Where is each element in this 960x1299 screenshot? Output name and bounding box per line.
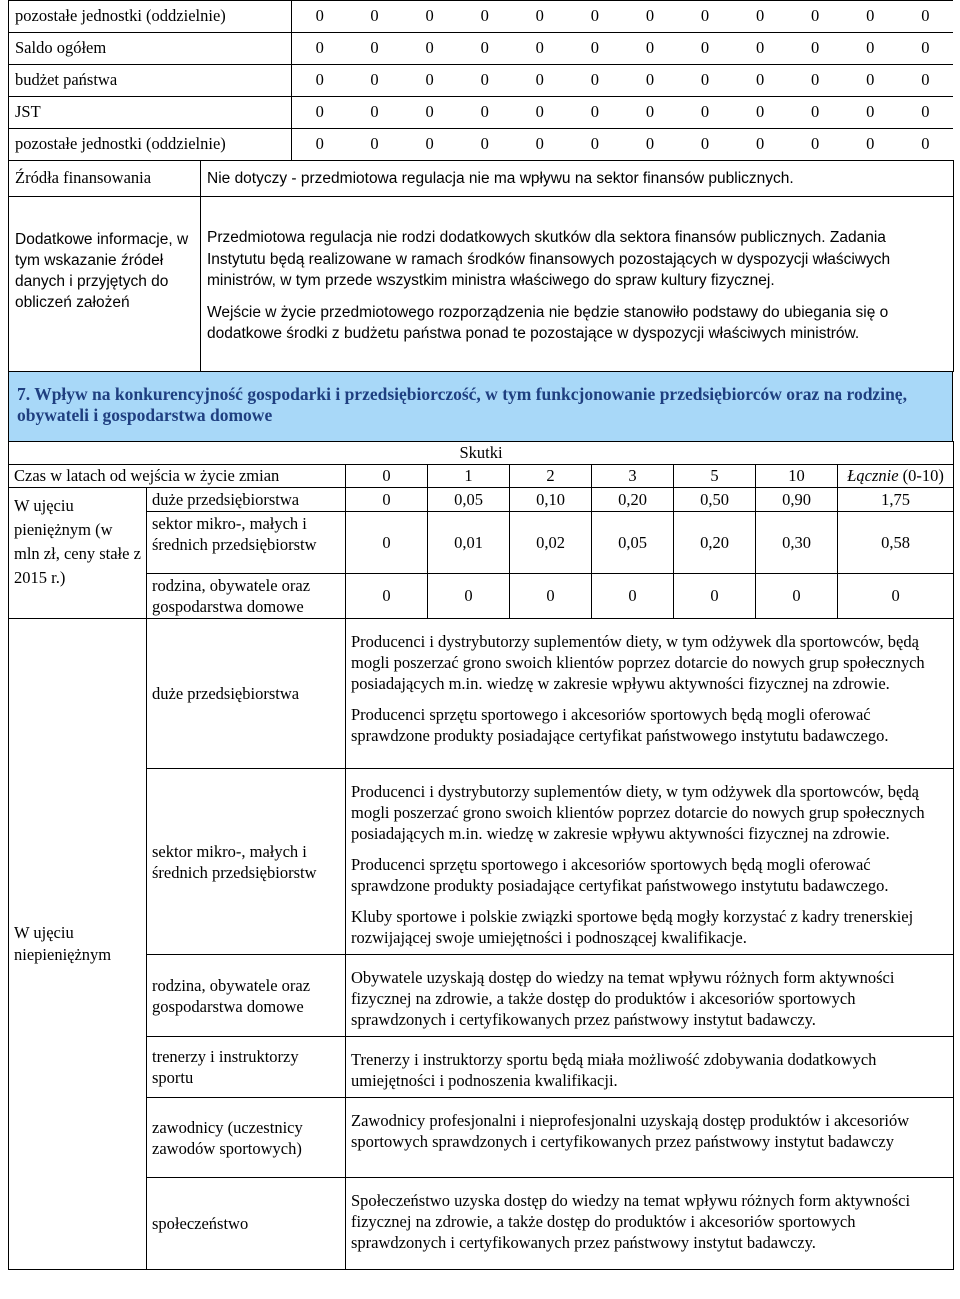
effects-header: Skutki xyxy=(9,442,954,465)
finance-value-cell: 0 xyxy=(677,33,732,65)
monetary-value-cell: 0 xyxy=(838,574,954,619)
nonmonetary-paragraph: Producenci i dystrybutorzy suplementów diety, w tym odżywek dla sportowców, będą mogli poszerzać grono swoich klientów poprzez dotarcie do nowych grup społecznych posiadających m.in. wiedzę w zakresie wpływu aktywności fizycznej na zdrowie. xyxy=(351,632,925,693)
monetary-value-cell: 0 xyxy=(346,574,428,619)
finance-value-cell: 0 xyxy=(347,65,402,97)
finance-value-cell: 0 xyxy=(898,97,953,129)
monetary-value-cell: 0,05 xyxy=(428,488,510,512)
monetary-value-cell: 0,90 xyxy=(756,488,838,512)
nonmonetary-row-label: zawodnicy (uczestnicy zawodów sportowych) xyxy=(147,1098,346,1178)
finance-value-cell: 0 xyxy=(898,33,953,65)
finance-value-cell: 0 xyxy=(457,33,512,65)
finance-row xyxy=(9,1,954,33)
finance-value-cell: 0 xyxy=(733,97,788,129)
nonmonetary-paragraph: Trenerzy i instruktorzy sportu będą miała możliwość zdobywania dodatkowych umiejętności i podnoszenia kwalifikacji. xyxy=(351,1050,877,1090)
sources-label: Źródła finansowania xyxy=(9,161,201,197)
nonmonetary-row-label: trenerzy i instruktorzy sportu xyxy=(147,1037,346,1098)
finance-value-cell: 0 xyxy=(567,97,622,129)
nonmonetary-description xyxy=(346,1098,954,1178)
nonmonetary-paragraph: Kluby sportowe i polskie związki sportowe będą mogły korzystać z kadry trenerskiej rozwijającej swoje umiejętności i podnoszącej kwalifikacje. xyxy=(351,907,914,947)
monetary-value-cell: 0 xyxy=(428,574,510,619)
finance-table xyxy=(8,0,953,161)
sources-text: Nie dotyczy - przedmiotowa regulacja nie ma wpływu na sektor finansów publicznych. xyxy=(201,161,954,197)
monetary-group-label: W ujęciu pieniężnym (w mln zł, ceny stałe z 2015 r.) xyxy=(9,488,147,619)
finance-value-cell: 0 xyxy=(402,65,457,97)
finance-value-cell: 0 xyxy=(567,65,622,97)
nonmonetary-description xyxy=(346,955,954,1037)
nonmonetary-paragraph: Społeczeństwo uzyska dostęp do wiedzy na temat wpływu różnych form aktywności fizycznej na zdrowie, a także dostęp do produktów i akcesoriów sportowych sprawdzonych i certyfikowanych przez państwowy instytut badawczy. xyxy=(351,1191,911,1252)
total-label-italic: Łącznie xyxy=(847,466,899,485)
nonmonetary-row xyxy=(9,769,954,955)
nonmonetary-description xyxy=(346,619,954,769)
monetary-row xyxy=(9,574,954,619)
finance-value-cell: 0 xyxy=(898,65,953,97)
nonmonetary-row xyxy=(9,955,954,1037)
monetary-value-cell: 0 xyxy=(674,574,756,619)
finance-value-cell: 0 xyxy=(402,97,457,129)
monetary-row-label: sektor mikro-, małych i średnich przedsiębiorstw xyxy=(147,512,346,574)
finance-value-cell: 0 xyxy=(347,1,402,33)
finance-value-cell: 0 xyxy=(512,97,567,129)
finance-value-cell: 0 xyxy=(567,129,622,161)
finance-value-cell: 0 xyxy=(292,129,347,161)
finance-value-cell: 0 xyxy=(898,129,953,161)
finance-value-cell: 0 xyxy=(622,97,677,129)
finance-value-cell: 0 xyxy=(677,65,732,97)
years-row xyxy=(9,465,954,488)
monetary-row xyxy=(9,488,954,512)
finance-value-cell: 0 xyxy=(843,97,898,129)
monetary-row-label: rodzina, obywatele oraz gospodarstwa domowe xyxy=(147,574,346,619)
finance-value-cell: 0 xyxy=(843,129,898,161)
finance-value-cell: 0 xyxy=(457,97,512,129)
finance-value-cell: 0 xyxy=(622,129,677,161)
finance-value-cell: 0 xyxy=(788,97,843,129)
monetary-value-cell: 0 xyxy=(592,574,674,619)
finance-row-label: pozostałe jednostki (oddzielnie) xyxy=(9,129,292,161)
finance-value-cell: 0 xyxy=(292,1,347,33)
finance-row xyxy=(9,33,954,65)
document-page xyxy=(8,0,953,1270)
finance-value-cell: 0 xyxy=(622,1,677,33)
monetary-value-cell: 0,05 xyxy=(592,512,674,574)
finance-value-cell: 0 xyxy=(788,33,843,65)
finance-row xyxy=(9,97,954,129)
finance-value-cell: 0 xyxy=(347,33,402,65)
time-label: Czas w latach od wejścia w życie zmian xyxy=(9,465,346,488)
finance-row-label: Saldo ogółem xyxy=(9,33,292,65)
finance-value-cell: 0 xyxy=(512,1,567,33)
finance-value-cell: 0 xyxy=(567,1,622,33)
nonmonetary-paragraph: Obywatele uzyskają dostęp do wiedzy na temat wpływu różnych form aktywności fizycznej na zdrowie, a także dostęp do produktów i akcesoriów sportowych sprawdzonych i certyfikowanych przez państwowy instytut badawczy. xyxy=(351,968,895,1029)
effects-table xyxy=(8,441,954,1270)
finance-value-cell: 0 xyxy=(292,65,347,97)
finance-value-cell: 0 xyxy=(733,65,788,97)
monetary-row xyxy=(9,512,954,574)
additional-info-paragraph: Przedmiotowa regulacja nie rodzi dodatkowych skutków dla sektora finansów publicznych. Zadania Instytutu będą realizowane w ramach środków finansowych pozostających w dyspozycji właściwych ministrów, w tym przede wszystkim ministra właściwego do spraw kultury fizycznej. xyxy=(207,229,891,289)
nonmonetary-row-label: sektor mikro-, małych i średnich przedsiębiorstw xyxy=(147,769,346,955)
nonmonetary-row-label: rodzina, obywatele oraz gospodarstwa domowe xyxy=(147,955,346,1037)
monetary-value-cell: 0,20 xyxy=(592,488,674,512)
nonmonetary-paragraph: Producenci sprzętu sportowego i akcesoriów sportowych będą mogli oferować sprawdzone produkty posiadające certyfikat państwowego instytutu badawczego. xyxy=(351,855,889,895)
finance-value-cell: 0 xyxy=(512,33,567,65)
year-cell: 1 xyxy=(428,465,510,488)
finance-value-cell: 0 xyxy=(512,129,567,161)
monetary-value-cell: 0,01 xyxy=(428,512,510,574)
finance-value-cell: 0 xyxy=(677,97,732,129)
finance-value-cell: 0 xyxy=(622,65,677,97)
monetary-value-cell: 0,30 xyxy=(756,512,838,574)
monetary-value-cell: 0,50 xyxy=(674,488,756,512)
finance-value-cell: 0 xyxy=(733,33,788,65)
info-table xyxy=(8,160,954,372)
finance-row xyxy=(9,129,954,161)
monetary-value-cell: 0 xyxy=(756,574,838,619)
nonmonetary-description xyxy=(346,769,954,955)
monetary-value-cell: 0 xyxy=(346,512,428,574)
nonmonetary-paragraph: Producenci i dystrybutorzy suplementów diety, w tym odżywek dla sportowców, będą mogli poszerzać grono swoich klientów poprzez dotarcie do nowych grup społecznych posiadających m.in. wiedzę w zakresie wpływu aktywności fizycznej na zdrowie. xyxy=(351,782,925,843)
monetary-value-cell: 0,02 xyxy=(510,512,592,574)
finance-value-cell: 0 xyxy=(898,1,953,33)
total-label xyxy=(838,465,954,488)
additional-info-label: Dodatkowe informacje, w tym wskazanie źródeł danych i przyjętych do obliczeń założeń xyxy=(9,197,201,372)
finance-value-cell: 0 xyxy=(402,33,457,65)
additional-info-paragraph: Wejście w życie przedmiotowego rozporządzenia nie będzie stanowiło podstawy do ubiegania się o dodatkowe środki z budżetu państwa ponad te pozostające w dyspozycji właściwych ministrów. xyxy=(207,303,889,342)
monetary-value-cell: 0,20 xyxy=(674,512,756,574)
monetary-value-cell: 0 xyxy=(346,488,428,512)
finance-value-cell: 0 xyxy=(347,129,402,161)
finance-value-cell: 0 xyxy=(457,129,512,161)
finance-value-cell: 0 xyxy=(402,1,457,33)
nonmonetary-row-label: społeczeństwo xyxy=(147,1178,346,1270)
monetary-value-cell: 0 xyxy=(510,574,592,619)
total-label-range: (0-10) xyxy=(898,466,944,485)
nonmonetary-row xyxy=(9,1098,954,1178)
nonmonetary-row xyxy=(9,619,954,769)
nonmonetary-row xyxy=(9,1178,954,1270)
finance-value-cell: 0 xyxy=(843,65,898,97)
nonmonetary-paragraph: Producenci sprzętu sportowego i akcesoriów sportowych będą mogli oferować sprawdzone produkty posiadające certyfikat państwowego instytutu badawczego. xyxy=(351,705,889,745)
monetary-value-cell: 1,75 xyxy=(838,488,954,512)
finance-value-cell: 0 xyxy=(622,33,677,65)
finance-row-label: pozostałe jednostki (oddzielnie) xyxy=(9,1,292,33)
finance-value-cell: 0 xyxy=(457,1,512,33)
year-cell: 2 xyxy=(510,465,592,488)
finance-row xyxy=(9,65,954,97)
nonmonetary-paragraph: Zawodnicy profesjonalni i nieprofesjonalni uzyskają dostęp produktów i akcesoriów sportowych sprawdzonych i certyfikowanych przez państwowy instytut badawczy xyxy=(351,1111,910,1151)
nonmonetary-description xyxy=(346,1178,954,1270)
finance-value-cell: 0 xyxy=(567,33,622,65)
section-title: Wpływ na konkurencyjność gospodarki i przedsiębiorczość, w tym funkcjonowanie przedsiębiorców oraz na rodzinę, obywateli i gospodarstwa domowe xyxy=(17,384,907,425)
year-cell: 0 xyxy=(346,465,428,488)
section-7-table xyxy=(8,371,953,442)
year-cell: 5 xyxy=(674,465,756,488)
nonmonetary-group-label: W ujęciu niepieniężnym xyxy=(9,619,147,1270)
finance-value-cell: 0 xyxy=(292,33,347,65)
monetary-row-label: duże przedsiębiorstwa xyxy=(147,488,346,512)
monetary-value-cell: 0,10 xyxy=(510,488,592,512)
finance-value-cell: 0 xyxy=(788,1,843,33)
finance-row-label: budżet państwa xyxy=(9,65,292,97)
finance-value-cell: 0 xyxy=(843,1,898,33)
finance-value-cell: 0 xyxy=(788,129,843,161)
finance-value-cell: 0 xyxy=(402,129,457,161)
finance-value-cell: 0 xyxy=(733,129,788,161)
monetary-value-cell: 0,58 xyxy=(838,512,954,574)
finance-value-cell: 0 xyxy=(843,33,898,65)
section-number: 7. xyxy=(17,384,31,404)
finance-value-cell: 0 xyxy=(733,1,788,33)
finance-value-cell: 0 xyxy=(677,1,732,33)
finance-value-cell: 0 xyxy=(788,65,843,97)
section-7-header xyxy=(9,372,953,442)
nonmonetary-description xyxy=(346,1037,954,1098)
finance-row-label: JST xyxy=(9,97,292,129)
finance-value-cell: 0 xyxy=(292,97,347,129)
nonmonetary-row-label: duże przedsiębiorstwa xyxy=(147,619,346,769)
finance-value-cell: 0 xyxy=(512,65,567,97)
finance-value-cell: 0 xyxy=(677,129,732,161)
finance-value-cell: 0 xyxy=(457,65,512,97)
finance-value-cell: 0 xyxy=(347,97,402,129)
nonmonetary-row xyxy=(9,1037,954,1098)
additional-info-text xyxy=(201,197,954,372)
year-cell: 10 xyxy=(756,465,838,488)
year-cell: 3 xyxy=(592,465,674,488)
